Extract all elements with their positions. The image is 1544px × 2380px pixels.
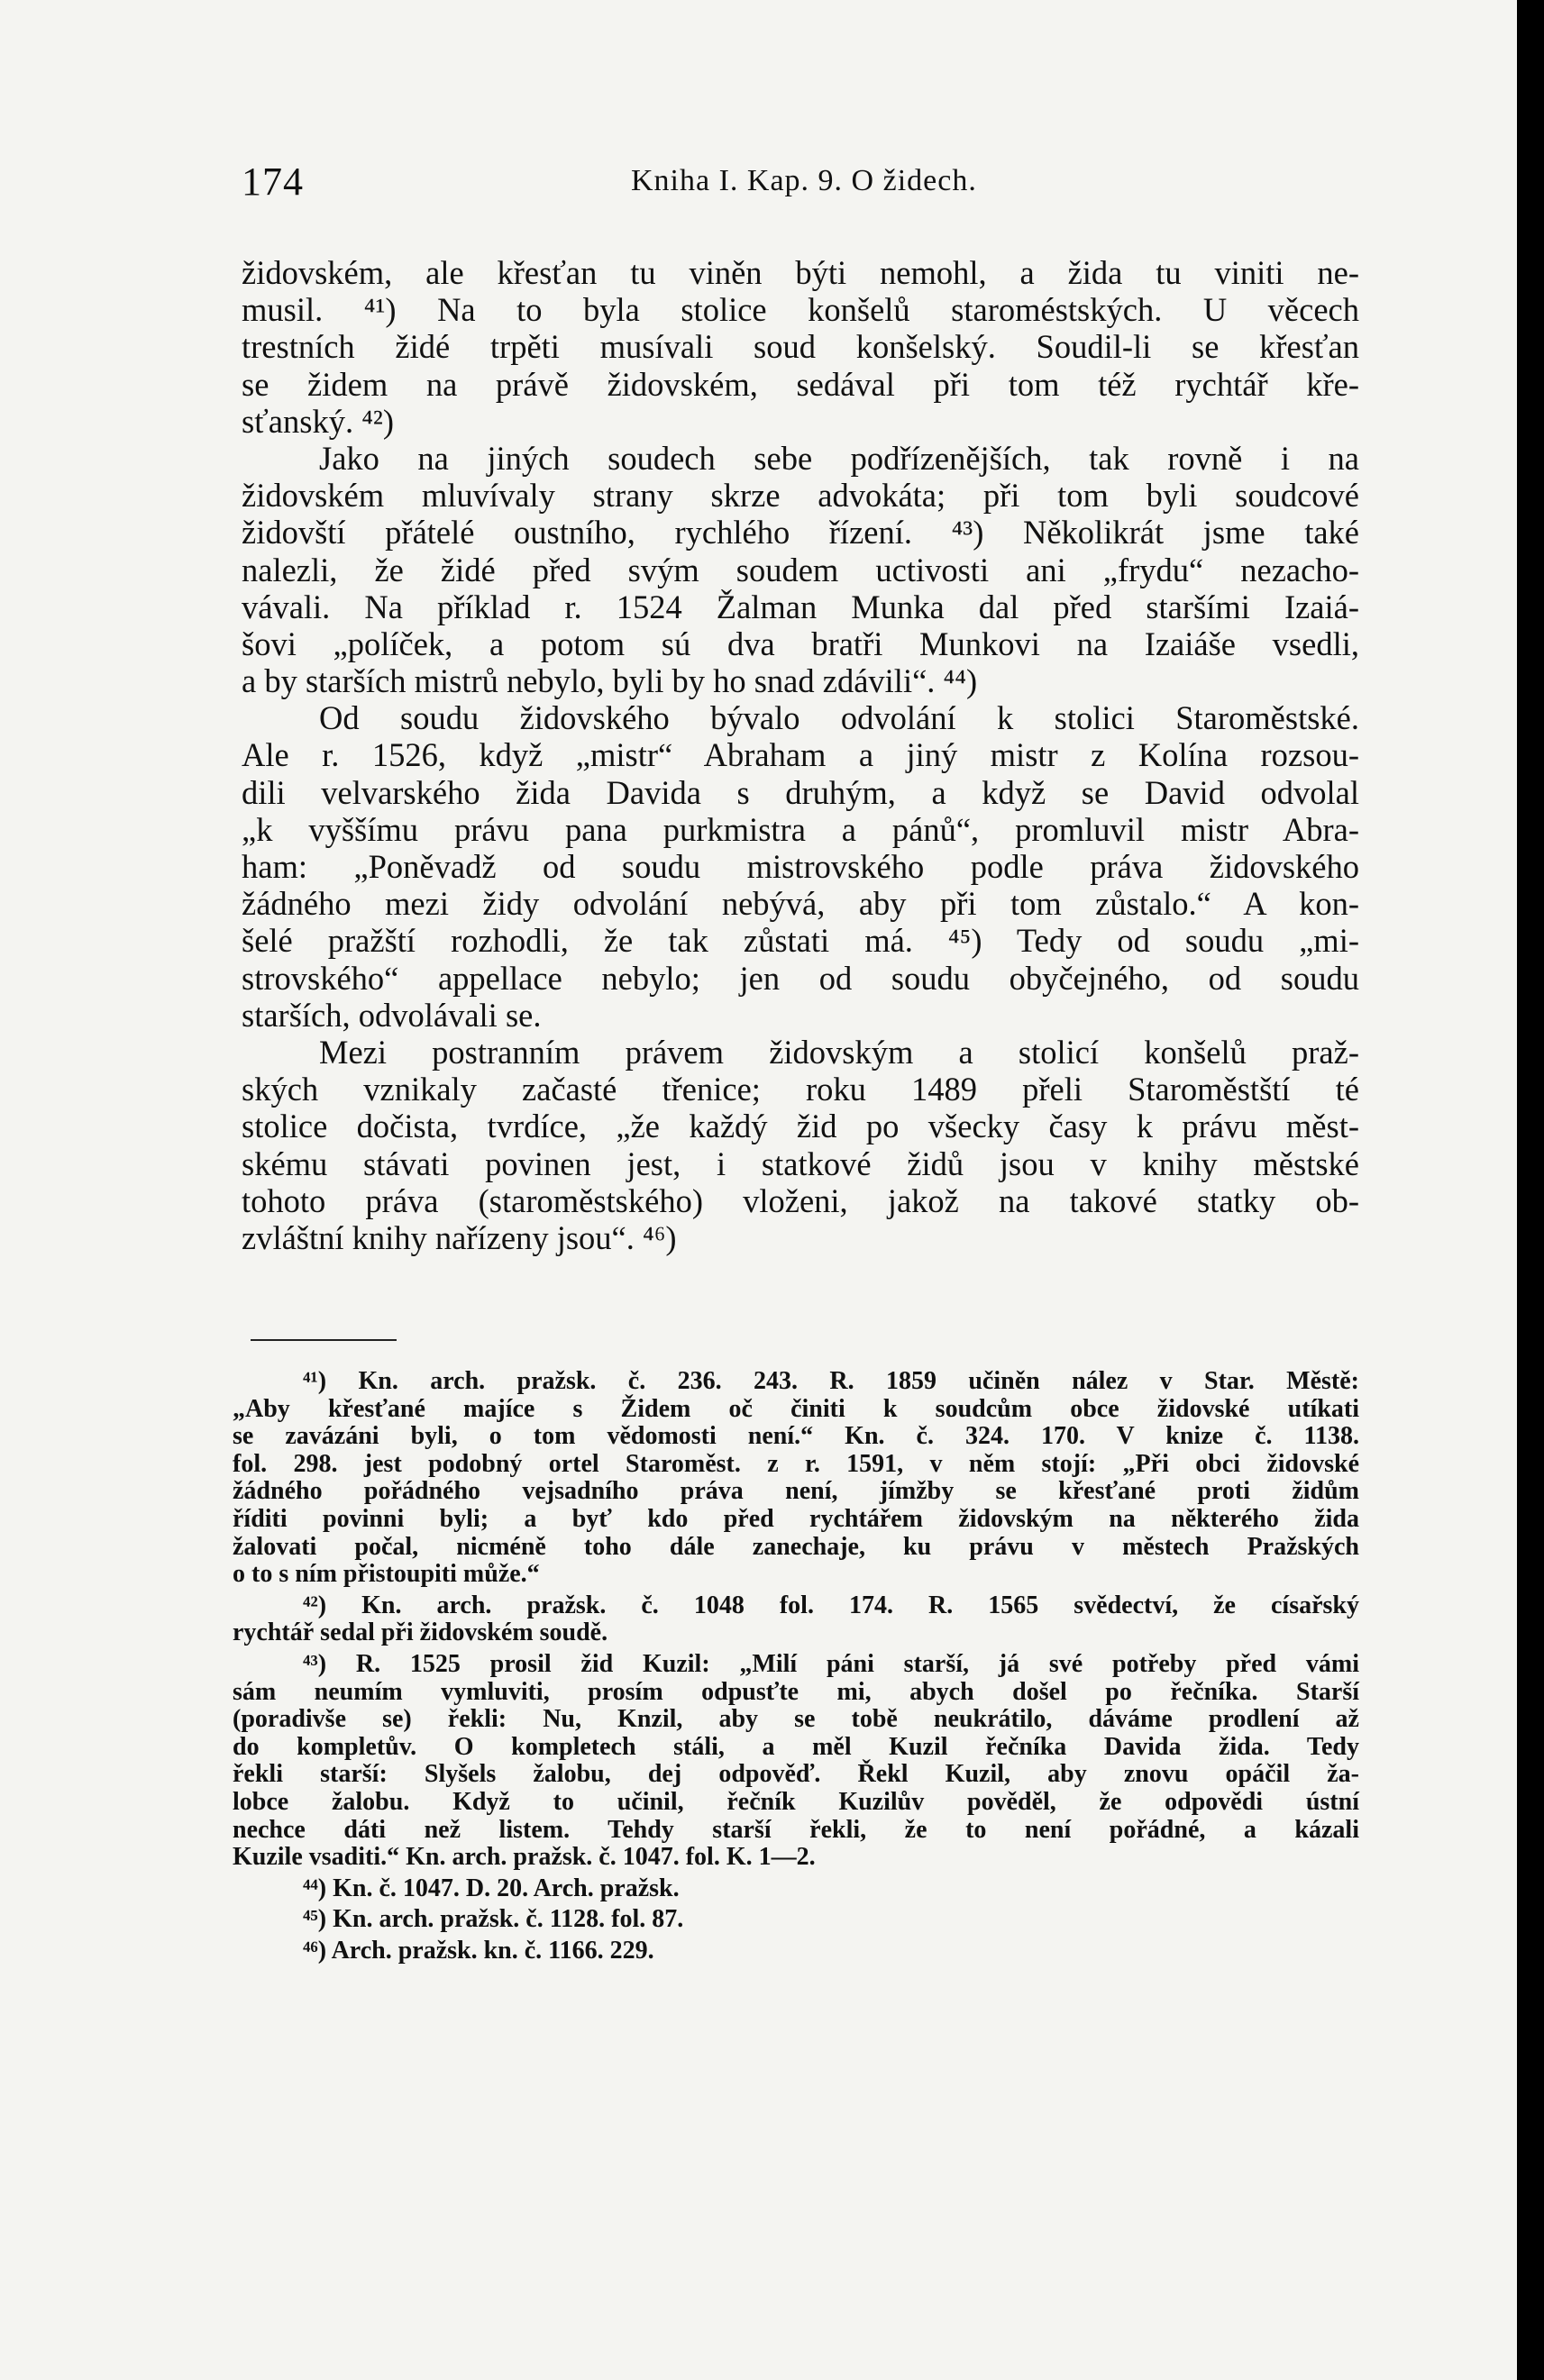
text-line: starších, odvolávali se. [242,996,542,1034]
footnote-line: fol. 298. jest podobný ortel Staroměst. z r. 1591, v něm stojí: „Při obci židovské [233,1449,1359,1478]
text-line: stolice dočista, tvrdíce, „že každý žid po všecky časy k právu měst- [242,1108,1359,1145]
text-line: vávali. Na příklad r. 1524 Žalman Munka dal před staršími Izaiá- [242,588,1359,625]
text-line: šovi „políček, a potom sú dva bratři Munkovi na Izaiáše vsedli, [242,625,1359,662]
text-line: nalezli, že židé před svým soudem uctivosti ani „frydu“ nezacho- [242,551,1359,588]
text-line: židovském mluvívaly strany skrze advokáta; při tom byli soudcové [242,477,1359,515]
paragraph-3 [242,699,1359,1034]
text-line: šelé pražští rozhodli, že tak zůstati má. ⁴⁵) Tedy od soudu „mi- [242,922,1359,960]
text-line: strovského“ appellace nebylo; jen od soudu obyčejného, od soudu [242,959,1359,997]
footnote-line: řekli starší: Slyšels žalobu, dej odpověď. Řekl Kuzil, aby znovu opáčil ža- [233,1760,1359,1789]
text-line: a by starších mistrů nebylo, byli by ho snad zdávili“. ⁴⁴) [242,662,978,700]
paragraph-4 [242,1034,1359,1256]
paragraph-2 [242,440,1359,699]
page-number: 174 [242,160,304,204]
footnote-divider [251,1339,397,1341]
running-head: Kniha I. Kap. 9. O židech. [631,164,977,197]
text-line: ham: „Poněvadž od soudu mistrovského podle práva židovského [242,848,1359,885]
text-line: Jako na jiných soudech sebe podřízenějších, tak rovně i na [319,439,1359,477]
text-line: dili velvarského žida Davida s druhým, a když se David odvolal [242,773,1359,811]
footnote-45 [233,1906,1359,1934]
footnote-43 [233,1651,1359,1872]
text-line: sťanský. ⁴²) [242,402,395,440]
footnote-line: ⁴³) R. 1525 prosil žid Kuzil: „Milí páni starší, já své potřeby před vámi [303,1649,1359,1678]
scan-edge [1517,0,1544,2380]
text-line: ských vznikaly začasté třenice; roku 1489 přeli Staroměstští té [242,1071,1359,1108]
footnote-line: ⁴⁵) Kn. arch. pražsk. č. 1128. fol. 87. [303,1905,684,1934]
text-line: Od soudu židovského bývalo odvolání k stolici Staroměstské. [319,699,1359,737]
footnote-line: lobce žalobu. Když to učinil, řečník Kuzilův pověděl, že odpovědi ústní [233,1787,1359,1816]
page-header [242,159,1359,213]
footnote-41 [233,1368,1359,1589]
main-text [242,254,1359,1256]
text-line: „k vyššímu právu pana purkmistra a pánů“, promluvil mistr Abra- [242,810,1359,848]
footnote-46 [233,1938,1359,1965]
footnote-44 [233,1875,1359,1903]
footnote-line: (poradivše se) řekli: Nu, Knzil, aby se tobě neukrátilo, dáváme prodlení až [233,1705,1359,1734]
footnote-line: do kompletův. O kompletech stáli, a měl Kuzil řečníka Davida žida. Tedy [233,1732,1359,1761]
footnote-line: nechce dáti než listem. Tehdy starší řekli, že to není pořádné, a kázali [233,1815,1359,1844]
footnote-line: žádného pořádného vejsadního práva není, jímžby se křesťané proti židům [233,1477,1359,1506]
text-line: Mezi postranním právem židovským a stolicí konšelů praž- [319,1033,1359,1071]
text-line: musil. ⁴¹) Na to byla stolice konšelů staroméstských. U věcech [242,291,1359,329]
footnote-line: Kuzile vsaditi.“ Kn. arch. pražsk. č. 1047. fol. K. 1—2. [233,1843,816,1872]
footnote-line: rychtář sedal při židovském soudě. [233,1619,608,1647]
text-line: zvláštní knihy nařízeny jsou“. ⁴⁶) [242,1218,677,1256]
text-line: žádného mezi židy odvolání nebývá, aby při tom zůstalo.“ A kon- [242,885,1359,923]
text-line: trestních židé trpěti musívali soud konšelský. Soudil-li se křesťan [242,328,1359,366]
footnote-line: ⁴¹) Kn. arch. pražsk. č. 236. 243. R. 1859 učiněn nález v Star. Městě: [303,1367,1359,1395]
text-line: Ale r. 1526, když „mistr“ Abraham a jiný mistr z Kolína rozsou- [242,736,1359,774]
text-line: tohoto práva (staroměstského) vloženi, jakož na takové statky ob- [242,1181,1359,1219]
paragraph-1 [242,254,1359,440]
text-line: skému stávati povinen jest, i statkové židů jsou v knihy městské [242,1144,1359,1182]
text-line: židovští přátelé oustního, rychlého řízení. ⁴³) Několikrát jsme také [242,514,1359,552]
footnote-line: ⁴⁴) Kn. č. 1047. D. 20. Arch. pražsk. [303,1874,680,1902]
text-line: židovském, ale křesťan tu viněn býti nemohl, a žida tu viniti ne- [242,254,1359,291]
footnote-line: se zavázáni byli, o tom vědomosti není.“ Kn. č. 324. 170. V knize č. 1138. [233,1422,1359,1451]
footnote-line: žalovati počal, nicméně toho dále zanechaje, ku právu v městech Pražských [233,1532,1359,1561]
footnote-line: ⁴²) Kn. arch. pražsk. č. 1048 fol. 174. R. 1565 svědectví, že císařský [303,1591,1359,1619]
footnote-line: říditi povinni byli; a byť kdo před rychtářem židovským na některého žida [233,1504,1359,1533]
footnote-line: „Aby křesťané majíce s Židem oč činiti k soudcům obce židovské utíkati [233,1394,1359,1423]
footnotes [233,1368,1359,1968]
text-line: se židem na právě židovském, sedával při tom též rychtář kře- [242,365,1359,403]
footnote-42 [233,1592,1359,1647]
footnote-line: sám neumím vymluviti, prosím odpusťte mi, abych došel po řečníka. Starší [233,1677,1359,1706]
footnote-line: o to s ním přistoupiti může.“ [233,1560,540,1589]
footnote-line: ⁴⁶) Arch. pražsk. kn. č. 1166. 229. [303,1936,654,1965]
